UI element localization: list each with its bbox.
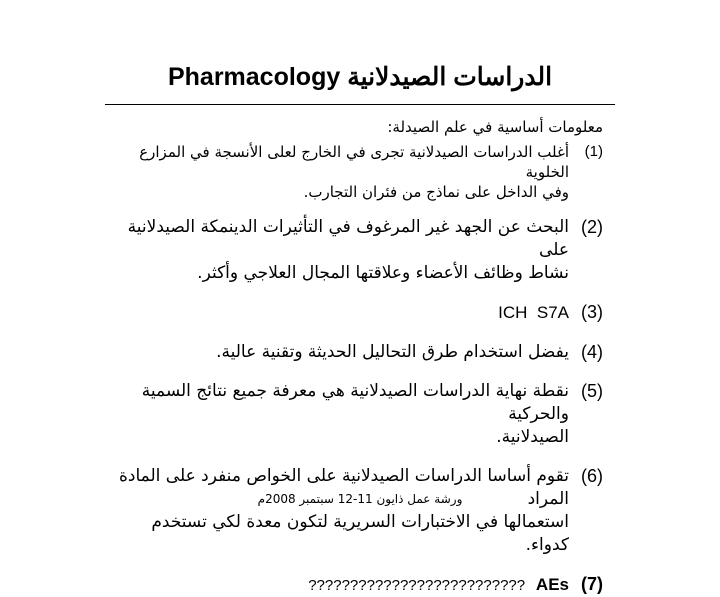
title-english: Pharmacology	[167, 63, 341, 91]
item-text: أغلب الدراسات الصيدلانية تجرى في الخارج لعلى الأنسجة في المزارع الخلوية وفي الداخل على نماذج من فئران التجارب.	[139, 143, 569, 201]
item-text: تقوم أساسا الدراسات الصيدلانية على الخواص منفرد على المادة المراد استعمالها في الاختبارات السريرية لتكون معدة لكي تستخدم كدواء.	[119, 466, 569, 555]
list-item-7	[118, 573, 603, 597]
item-text: ??????????????????????????	[308, 577, 526, 594]
guideline-code: ICH S7A	[498, 303, 569, 322]
item-number: (6)	[581, 466, 603, 486]
footer-text: ورشة عمل ذايون 11-12 سبتمبر 2008م	[257, 492, 463, 506]
list-item-3	[118, 301, 603, 325]
title-arabic: الدراسات الصيدلانية	[347, 63, 553, 91]
item-number: (2)	[581, 217, 603, 237]
list-item-6	[118, 465, 603, 557]
list-item-2	[118, 216, 603, 285]
aes-label: AEs	[535, 575, 569, 594]
title-divider	[105, 104, 615, 105]
list-item-4	[118, 341, 603, 364]
slide-title	[0, 62, 720, 92]
item-text: البحث عن الجهد غير المرغوف في التأثيرات الدينمكة الصيدلانية على نشاط وظائف الأعضاء وعلاقتها المجال العلاجي وأكثر.	[127, 217, 569, 283]
item-text: نقطة نهاية الدراسات الصيدلانية هي معرفة جميع نتائج السمية والحركية الصيدلانية.	[141, 381, 569, 447]
item-number: (1)	[584, 143, 603, 160]
item-text: يفضل استخدام طرق التحاليل الحديثة وتقنية عالية.	[216, 342, 569, 362]
item-number: (5)	[581, 381, 603, 401]
list-item-5	[118, 380, 603, 449]
intro-text: معلومات أساسية في علم الصيدلة:	[387, 118, 603, 136]
item-number: (7)	[581, 574, 603, 594]
content-list	[118, 116, 603, 597]
item-number: (3)	[581, 302, 603, 322]
list-item-1	[118, 142, 603, 202]
item-number: (4)	[581, 342, 603, 362]
